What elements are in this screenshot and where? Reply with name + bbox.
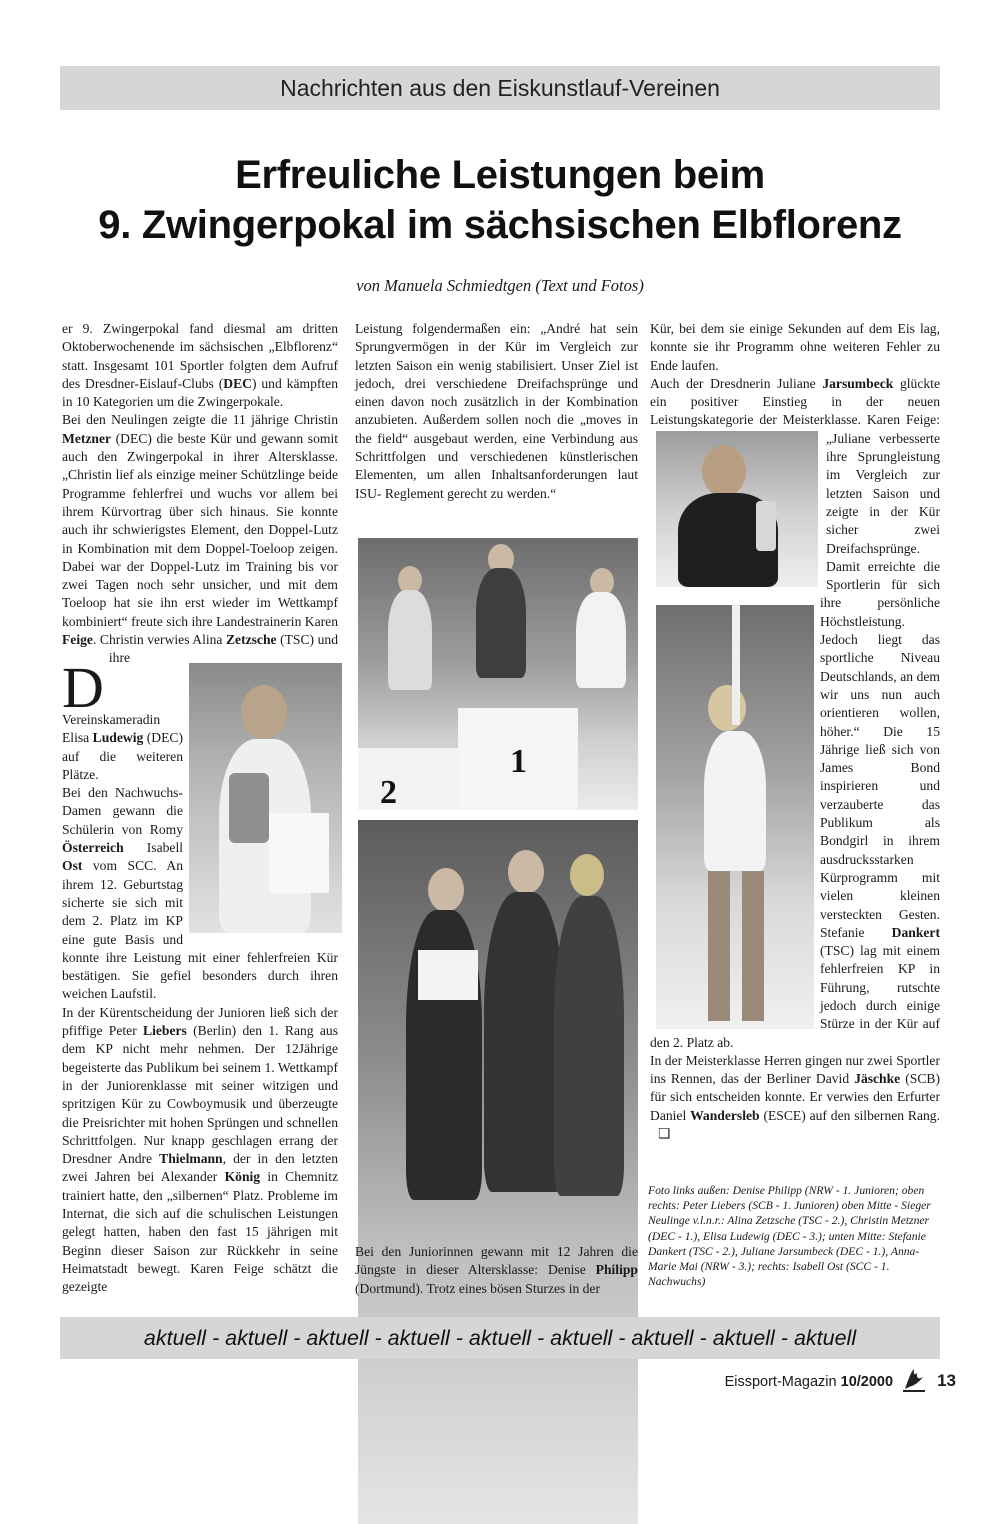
article-headline xyxy=(40,150,960,250)
name-ost: Ost xyxy=(62,858,83,874)
photo-peter-liebers xyxy=(656,431,818,587)
name-liebers: Liebers xyxy=(143,1023,187,1039)
col1-text-1: er 9. Zwingerpokal fand diesmal am dritten Oktoberwochenende im sächsischen „Elbflorenz“ statt. Insgesamt 101 Sportler folgten dem Aufruf des Dresdner-Eislauf-Clubs ( xyxy=(62,321,338,391)
issue-number: 10/2000 xyxy=(840,1373,894,1390)
col1-text-2b: (DEC) die beste Kür und gewann somit auch den Zwingerpokal in ihrer Altersklasse. „Christin lief als einzige meiner Schützlinge beide Programme fehlerfrei und wuchs vor allem bei ihrem Kürvortrag über sich hinaus. Sie konnte auch ihr schwierigstes Element, den Doppel-Lutz in Kombination mit dem Doppel-Toeloop zeigen. Dabei war der Doppel-Lutz im Training bis vor zwei Tagen noch sehr unsicher, und mit dem Toeloop hat sie ihn erst wieder im Wettkampf kombiniert“ freute sich ihre Landestrainerin Karen xyxy=(62,430,338,629)
magazine-name: Eissport-Magazin xyxy=(724,1373,841,1390)
col1-text-4b: (Berlin) den 1. Rang aus dem KP nicht mehr nehmen. Der 12Jährige begeisterte das Publikum bei seinem 1. Wettkampf in der Juniorenklasse mit seiner witzigen und spritzigen Kür zu Cowboymusik und überzeugte die Preisrichter mit hohen Sprüngen und schnellen Schrittfolgen. Nur knapp geschlagen errang der Dresdner Andre xyxy=(62,1023,338,1167)
col3-text-2c: (TSC) lag mit einem fehlerfreien KP in Führung, rutschte jedoch durch einige Stürze in der Kür auf den 2. Platz ab. xyxy=(650,943,940,1050)
page-number: 13 xyxy=(937,1370,956,1390)
column-2-top xyxy=(355,320,638,503)
col2-text-bottom-a: Bei den Juniorinnen gewann mit 12 Jahren die Jüngste in dieser Altersklasse: Denise xyxy=(355,1244,638,1278)
name-wandersleb: Wandersleb xyxy=(690,1107,760,1123)
col2-text-top: Leistung folgendermaßen ein: „André hat sein Sprungvermögen in der Kür im Vergleich zur letzten Saison ein wenig stabilisiert. Unser Ziel ist jedoch, drei verschiedene Dreifachsprünge und einen davon noch zusätzlich in der Kombination anzubieten. Außerdem sollen noch die „moves in the field“ ausgebaut werden, eine Verbindung aus Schrittfolgen und verschiedenen künstlerischen Elementen, um allen Inhaltsanforderungen laut ISU- Reglement gerecht zu werden.“ xyxy=(355,321,638,501)
photo-caption: Foto links außen: Denise Philipp (NRW - 1. Junioren; oben rechts: Peter Liebers (SCB - 1. Junioren) oben Mitte - Sieger Neulinge v.l.n.r.: Alina Zetzsche (TSC - 2.), Christin Metzner (DEC - 1.), Elisa Ludewig (DEC - 3.); unten Mitte: Stefanie Dankert (TSC - 2.), Juliane Jarsumbeck (DEC - 1.), Anna-Marie Mai (NRW - 3.); rechts: Isabell Ost (SCC - 1. Nachwuchs) xyxy=(648,1184,931,1289)
col1-text-3c: vom SCC. An ihrem 12. Geburtstag sicherte sie sich mit dem 2. Platz im KP eine gute Basis und konnte ihre Leistung mit einer fehlerfreien Kür bestätigen. Sie gefiel besonders durch ihren weichen Laufstil. xyxy=(62,858,338,1002)
column-1 xyxy=(62,320,338,1300)
name-jaeschke: Jäschke xyxy=(854,1071,901,1087)
aktuell-banner xyxy=(60,1317,940,1359)
photo-podium-neulinge xyxy=(358,538,638,810)
name-ludewig: Ludewig xyxy=(92,730,144,746)
name-thielmann: Thielmann xyxy=(159,1151,223,1167)
headline-line-2: 9. Zwingerpokal im sächsischen Elbflorenz xyxy=(98,203,902,247)
col1-text-1b: ) und kämpften in 10 Kategorien um die Zwingerpokale. xyxy=(62,375,338,410)
col3-text-3a: In der Meisterklasse Herren gingen nur zwei Sportler ins Rennen, das der Berliner David xyxy=(650,1052,940,1087)
skater-logo-icon xyxy=(901,1367,927,1397)
col3-text-3b: (SCB) für sich entscheiden konnte. Er verwies den Erfurter Daniel xyxy=(650,1071,940,1123)
headline-line-1: Erfreuliche Leistungen beim xyxy=(235,153,765,197)
col1-text-2a: Bei den Neulingen zeigte die 11 jährige Christin xyxy=(62,412,338,428)
name-metzner: Metzner xyxy=(62,430,112,446)
photo-meisterklasse-damen xyxy=(358,820,638,1524)
podium-rank-2: 2 xyxy=(380,774,397,810)
drop-cap: D xyxy=(62,655,104,720)
column-3 xyxy=(650,320,940,1170)
col1-text-4d: in Chemnitz trainiert hatte, den „silbernen“ Platz. Probleme im Internat, die sich auf die schulischen Leistungen gelegt hatten, haben den fast 15 jährigen mit Beginn dieser Saison zur Rückkehr in seine Heimatstadt bewegt. Karen Feige schätzt die gezeigte xyxy=(62,1169,339,1295)
col2-text-bottom-c: (Dortmund). Trotz eines bösen Sturzes in der xyxy=(355,1280,601,1296)
name-philipp: Philipp xyxy=(595,1262,638,1278)
page-footer xyxy=(725,1367,956,1397)
club-dec: DEC xyxy=(223,375,252,391)
name-feige: Feige xyxy=(62,632,93,648)
col1-text-3a: Bei den Nachwuchs-Damen gewann die Schülerin von Romy xyxy=(62,785,183,837)
col1-text-2d: (TSC) und ihre Vereinskameradin Elisa xyxy=(62,632,338,746)
column-2-bottom xyxy=(355,1243,638,1298)
col3-text-1: Kür, bei dem sie einige Sekunden auf dem Eis lag, konnte sie ihr Programm ohne weiteren Fehler zu Ende laufen. xyxy=(650,321,940,373)
name-oesterreich: Österreich xyxy=(62,840,124,856)
byline: von Manuela Schmiedtgen (Text und Fotos) xyxy=(356,276,644,295)
col3-text-2b: glückte ein positiver Einstieg in der neuen Leistungskategorie der Meisterklasse. Karen Feige: „Juliane verbesserte ihre Sprungleistung im Vergleich zur letzten Saison und zeigte in der Kür sicher zwei Dreifachsprünge. Damit erreichte die Sportlerin für sich ihre persönliche Höchstleistung. Jedoch liegt das sportliche Niveau Deutschlands, an dem wir uns nun auch orientieren wollen, höher.“ Die 15 Jährige ließ sich von James Bond inspirieren und verzauberte das Publikum als Bondgirl in ihrem ausdrucksstarken Kürprogramm mit vielen kleinen versteckten Gesten. Stefanie xyxy=(650,375,940,940)
photo-juliane-jarsumbeck xyxy=(656,605,814,1029)
aktuell-text: aktuell - aktuell - aktuell - aktuell - aktuell - aktuell - aktuell - aktuell - aktuell xyxy=(143,1326,857,1350)
col1-text-4a: In der Kürentscheidung der Junioren ließ sich der pfiffige Peter xyxy=(62,1004,338,1039)
col1-text-2c: . Christin verwies Alina xyxy=(92,632,226,648)
end-of-article-icon: ❑ xyxy=(658,1126,671,1143)
name-zetzsche: Zetzsche xyxy=(225,632,277,648)
section-header xyxy=(60,66,940,110)
col1-text-2e: (DEC) auf die weiteren Plätze. xyxy=(62,730,183,782)
name-jarsumbeck: Jarsumbeck xyxy=(822,375,894,391)
col3-text-3c: (ESCE) auf den silbernen Rang. xyxy=(759,1107,941,1123)
podium-rank-1: 1 xyxy=(510,743,527,780)
photo-isabell-ost xyxy=(189,663,342,933)
name-dankert: Dankert xyxy=(891,924,940,940)
col3-text-2a: Auch der Dresdnerin Juliane xyxy=(650,375,823,391)
section-title: Nachrichten aus den Eiskunstlauf-Vereinen xyxy=(280,75,720,101)
col1-text-4c: , der in den letzten zwei Jahren bei Alexander xyxy=(62,1151,339,1185)
name-koenig: König xyxy=(224,1169,261,1185)
col1-text-3b: Isabell xyxy=(123,840,183,856)
